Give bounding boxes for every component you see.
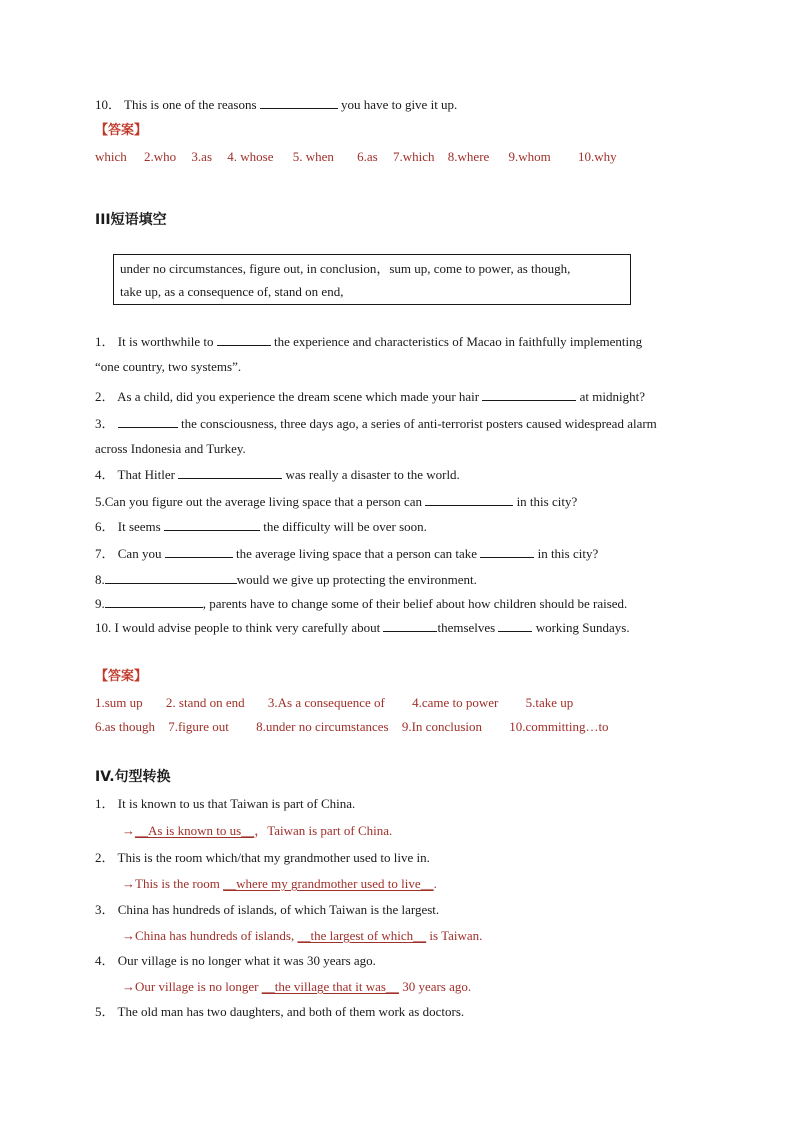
question-number: 8. [95,572,105,587]
question-5 [95,493,577,510]
answer-blank [105,595,203,608]
question-text: Our village is no longer what it was 30 years ago. [117,953,376,968]
question-1 [95,333,642,350]
transform-answer-3 [122,928,482,944]
phrase-box [113,254,631,305]
phrase-box-line: take up, as a consequence of, stand on end, [120,284,344,299]
answer-item: 2.who [144,149,177,164]
question-text: you have to give it up. [341,97,458,112]
answer-item: which [95,149,127,164]
question-text: in this city? [516,494,578,509]
answer-text: →China has hundreds of islands, [122,928,295,943]
question-text: the average living space that a person can take [235,546,478,561]
transform-question-5 [95,1004,464,1020]
question-number: 2． [95,389,115,404]
answer-blank [383,619,437,632]
transform-question-2 [95,850,430,866]
question-text: working Sundays. [535,620,630,635]
transform-answer-4 [122,979,471,995]
section-3-title: III短语填空 [95,212,167,228]
question-text: The old man has two daughters, and both of them work as doctors. [117,1004,465,1019]
question-text: , parents have to change some of their belief about how children should be raised. [202,596,628,611]
answer-blank [425,493,513,506]
answer-text: 30 years ago. [402,979,472,994]
question-text: That Hitler [117,467,175,482]
question-text: themselves [437,620,496,635]
question-text: 10. I would advise people to think very carefully about [95,620,381,635]
question-text: the experience and characteristics of Macao in faithfully implementing [273,334,643,349]
answer-item: 5.take up [525,695,574,710]
answer-blank [217,333,271,346]
answer-blank [482,388,576,401]
answer-tag: 【答案】 [95,669,148,684]
question-1-cont: “one country, two systems”. [95,359,242,374]
answer-text: →Our village is no longer [122,979,259,994]
answers-phrase-row-2 [95,719,609,735]
answer-blank [178,466,282,479]
question-text: It is known to us that Taiwan is part of China. [117,796,356,811]
question-3-cont: across Indonesia and Turkey. [95,441,246,456]
question-text: the consciousness, three days ago, a series of anti-terrorist posters caused widespread alarm [181,416,657,431]
question-text: Can you [117,546,162,561]
section-4-title: IV.句型转换 [95,769,171,785]
answer-item: 5. when [292,149,334,164]
transform-answer-2 [122,876,437,892]
question-2 [95,388,645,405]
answers-phrase-row-1 [95,695,573,711]
question-text: at midnight? [579,389,645,404]
question-4 [95,466,460,483]
answer-item: 9.In conclusion [401,719,482,734]
answer-item: 6.as though [95,719,155,734]
question-text: China has hundreds of islands, of which Taiwan is the largest. [117,902,440,917]
question-number: 4． [95,953,115,968]
answer-text: →This is the room [122,876,220,891]
answer-item: 2. stand on end [165,695,245,710]
question-text: As a child, did you experience the dream scene which made your hair [117,389,480,404]
phrase-box-line: under no circumstances, figure out, in conclusion，sum up, come to power, as though, [120,261,571,276]
question-9 [95,595,627,612]
transform-question-1 [95,796,355,812]
question-text: This is one of the reasons [124,97,257,112]
question-text: This is the room which/that my grandmother used to live in. [117,850,430,865]
question-number: 10． [95,97,122,112]
question-text: It is worthwhile to [117,334,214,349]
question-number: 9. [95,596,105,611]
question-text: 5.Can you figure out the average living space that a person can [95,494,423,509]
question-number: 4． [95,467,115,482]
answer-blank [105,571,237,584]
question-7 [95,545,598,562]
answer-item: 1.sum up [95,695,143,710]
answer-text: is Taiwan. [429,928,483,943]
question-number: 1． [95,334,115,349]
transform-question-3 [95,902,439,918]
answer-item: 7.which [393,149,435,164]
transform-question-4 [95,953,376,969]
answer-fill: __As is known to us__ [135,823,255,838]
question-text: would we give up protecting the environment. [236,572,477,587]
question-8 [95,571,477,588]
question-text: the difficulty will be over soon. [263,519,427,534]
answer-item: 3.As a consequence of [267,695,385,710]
question-text: It seems [117,519,161,534]
answer-blank [118,415,178,428]
question-text: in this city? [537,546,599,561]
answer-blank [498,619,532,632]
answer-item: 3.as [191,149,213,164]
question-number: 6． [95,519,115,534]
answer-item: 4.came to power [412,695,499,710]
answer-item: 10.committing…to [509,719,609,734]
question-number: 2． [95,850,115,865]
answer-item: 10.why [578,149,617,164]
answer-blank [164,518,260,531]
answer-blank [165,545,233,558]
arrow: → [122,823,135,838]
question-number: 7． [95,546,115,561]
question-10-prev [95,96,457,113]
question-6 [95,518,427,535]
question-10 [95,619,630,636]
answer-item: 7.figure out [168,719,229,734]
answer-item: 6.as [357,149,378,164]
question-3 [95,415,657,432]
answer-blank [260,96,338,109]
transform-answer-1 [122,823,392,839]
answer-fill: __the village that it was__ [261,979,399,994]
question-text: was really a disaster to the world. [285,467,460,482]
answer-item: 8.where [447,149,490,164]
answer-fill: __the largest of which__ [297,928,427,943]
answer-text: ，Taiwan is part of China. [254,823,393,838]
answer-item: 8.under no circumstances [256,719,389,734]
question-number: 1． [95,796,115,811]
answer-tag: 【答案】 [95,123,148,138]
answer-blank [480,545,534,558]
answer-item: 4. whose [227,149,274,164]
answer-item: 9.whom [508,149,551,164]
answers-relative-row [95,149,617,165]
answer-text: . [433,876,437,891]
question-number: 3． [95,902,115,917]
question-number: 3． [95,416,115,431]
question-number: 5． [95,1004,115,1019]
answer-fill: __where my grandmother used to live__ [223,876,434,891]
